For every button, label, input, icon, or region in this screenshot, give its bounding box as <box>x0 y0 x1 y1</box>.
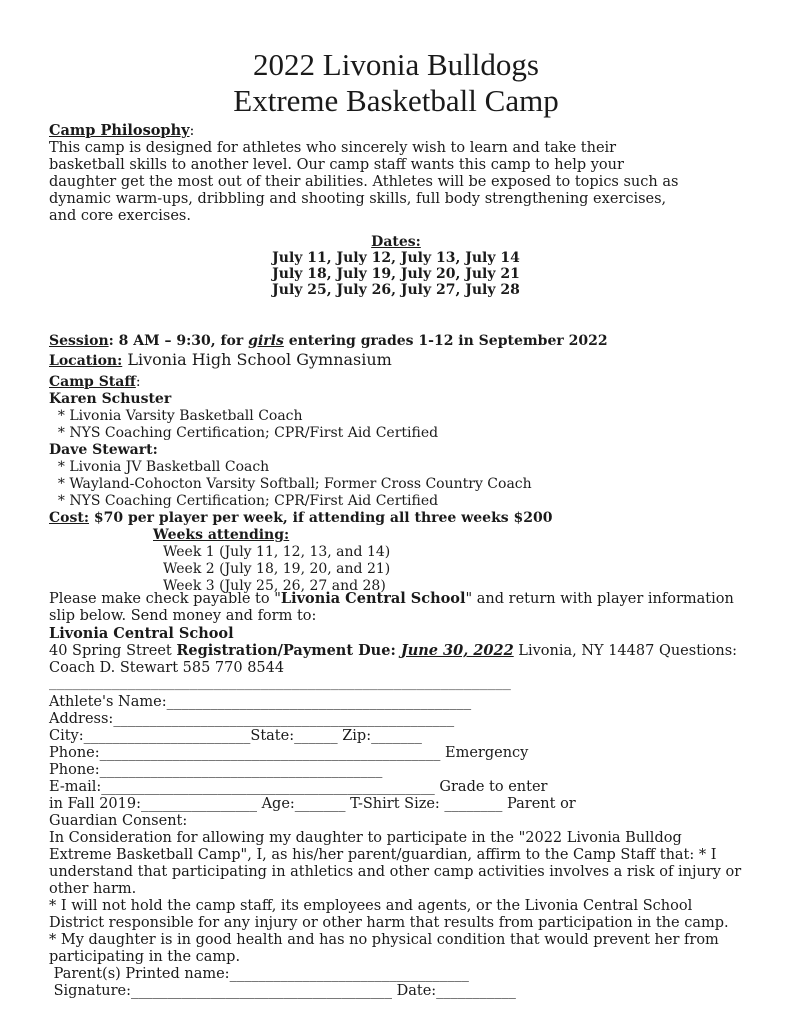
payment-line2: slip below. Send money and form to: <box>49 608 317 624</box>
payment-due-date: June 30, 2022 <box>400 642 514 659</box>
week-item: Week 1 (July 11, 12, 13, and 14) <box>163 544 391 560</box>
philosophy-line: dynamic warm-ups, dribbling and shooting skills, full body strengthening exercises, <box>49 191 667 207</box>
staff-item: * Livonia Varsity Basketball Coach <box>49 408 303 424</box>
consent-line: * I will not hold the camp staff, its employees and agents, or the Livonia Central School <box>49 898 693 914</box>
payment-section <box>49 590 749 677</box>
weeks-heading: Weeks attending: <box>153 527 290 543</box>
consent-line: other harm. <box>49 881 137 897</box>
session-text-before: 8 AM – 9:30, for <box>113 333 249 349</box>
registration-form <box>49 694 749 1000</box>
payment-address-after: Livonia, NY 14487 Questions: <box>513 643 738 659</box>
payment-line1-after: " and return with player information <box>465 591 734 607</box>
signature-date-field: Signature:____________________________________ Date:___________ <box>49 983 516 999</box>
consent-line: In Consideration for allowing my daughter to participate in the "2022 Livonia Bulldog <box>49 830 682 846</box>
athlete-name-field: Athlete's Name:__________________________________________ <box>49 694 472 710</box>
title-line-1: 2022 Livonia Bulldogs <box>253 47 539 82</box>
payment-address-before: 40 Spring Street <box>49 643 177 659</box>
staff-name: Dave Stewart: <box>49 442 158 458</box>
payment-school: Livonia Central School <box>49 625 234 642</box>
payment-due-label: Registration/Payment Due: <box>176 642 401 659</box>
staff-item: * Livonia JV Basketball Coach <box>49 459 270 475</box>
philosophy-colon: : <box>189 123 195 139</box>
staff-item: * NYS Coaching Certification; CPR/First Aid Certified <box>49 493 439 509</box>
phone-field: Phone:_______________________________________________ Emergency <box>49 745 529 761</box>
form-separator: ___________________________________________________________ <box>49 676 511 691</box>
printed-name-field: Parent(s) Printed name:_________________________________ <box>49 966 469 982</box>
philosophy-section <box>49 122 749 225</box>
dates-line: July 11, July 12, July 13, July 14 <box>272 250 520 266</box>
location-label: Location: <box>49 353 123 369</box>
philosophy-line: basketball skills to another level. Our camp staff wants this camp to help your <box>49 157 624 173</box>
payment-payee: Livonia Central School <box>280 590 466 607</box>
cost-label: Cost: <box>49 510 89 526</box>
staff-heading: Camp Staff <box>49 374 136 390</box>
email-field: E-mail:______________________________________________ Grade to enter <box>49 779 548 795</box>
payment-line1-before: Please make check payable to " <box>49 591 281 607</box>
location-value: Livonia High School Gymnasium <box>122 350 392 369</box>
staff-item: * NYS Coaching Certification; CPR/First Aid Certified <box>49 425 439 441</box>
cost-value: $70 per player per week, if attending all three weeks $200 <box>89 510 553 526</box>
address-field: Address:_______________________________________________ <box>49 711 455 727</box>
week-item: Week 3 (July 25, 26, 27 and 28) <box>163 578 386 594</box>
emergency-phone-field: Phone:_______________________________________ <box>49 762 383 778</box>
week-item: Week 2 (July 18, 19, 20, and 21) <box>163 561 391 577</box>
consent-line: understand that participating in athletics and other camp activities involves a risk of injury or <box>49 864 742 880</box>
session-text-after: entering grades 1-12 in September 2022 <box>283 333 608 349</box>
staff-name: Karen Schuster <box>49 391 172 407</box>
philosophy-line: This camp is designed for athletes who sincerely wish to learn and take their <box>49 140 617 156</box>
dates-heading: Dates: <box>371 234 421 250</box>
dates-line: July 18, July 19, July 20, July 21 <box>272 266 520 282</box>
city-state-zip-field: City:_______________________State:______ Zip:_______ <box>49 728 422 744</box>
consent-line: District responsible for any injury or other harm that results from participation in the camp. <box>49 915 729 931</box>
title-line-2: Extreme Basketball Camp <box>233 83 559 118</box>
staff-colon: : <box>135 374 141 390</box>
session-colon: : <box>108 333 114 349</box>
dates-line: July 25, July 26, July 27, July 28 <box>272 282 520 298</box>
grade-age-size-field: in Fall 2019:________________ Age:_______ T-Shirt Size: ________ Parent or <box>49 796 576 812</box>
staff-item: * Wayland-Cohocton Varsity Softball; Former Cross Country Coach <box>49 476 532 492</box>
philosophy-line: daughter get the most out of their abilities. Athletes will be exposed to topics such as <box>49 174 679 190</box>
session-label: Session <box>49 333 109 349</box>
guardian-consent-label: Guardian Consent: <box>49 813 188 829</box>
dates-section <box>0 234 792 298</box>
session-girls: girls <box>248 333 284 349</box>
details-section <box>49 333 749 595</box>
consent-line: * My daughter is in good health and has no physical condition that would prevent her from <box>49 932 719 948</box>
consent-line: participating in the camp. <box>49 949 241 965</box>
payment-contact: Coach D. Stewart 585 770 8544 <box>49 660 285 676</box>
philosophy-line: and core exercises. <box>49 208 191 224</box>
philosophy-heading: Camp Philosophy <box>49 122 190 139</box>
consent-line: Extreme Basketball Camp", I, as his/her parent/guardian, affirm to the Camp Staff that: * I <box>49 847 717 863</box>
